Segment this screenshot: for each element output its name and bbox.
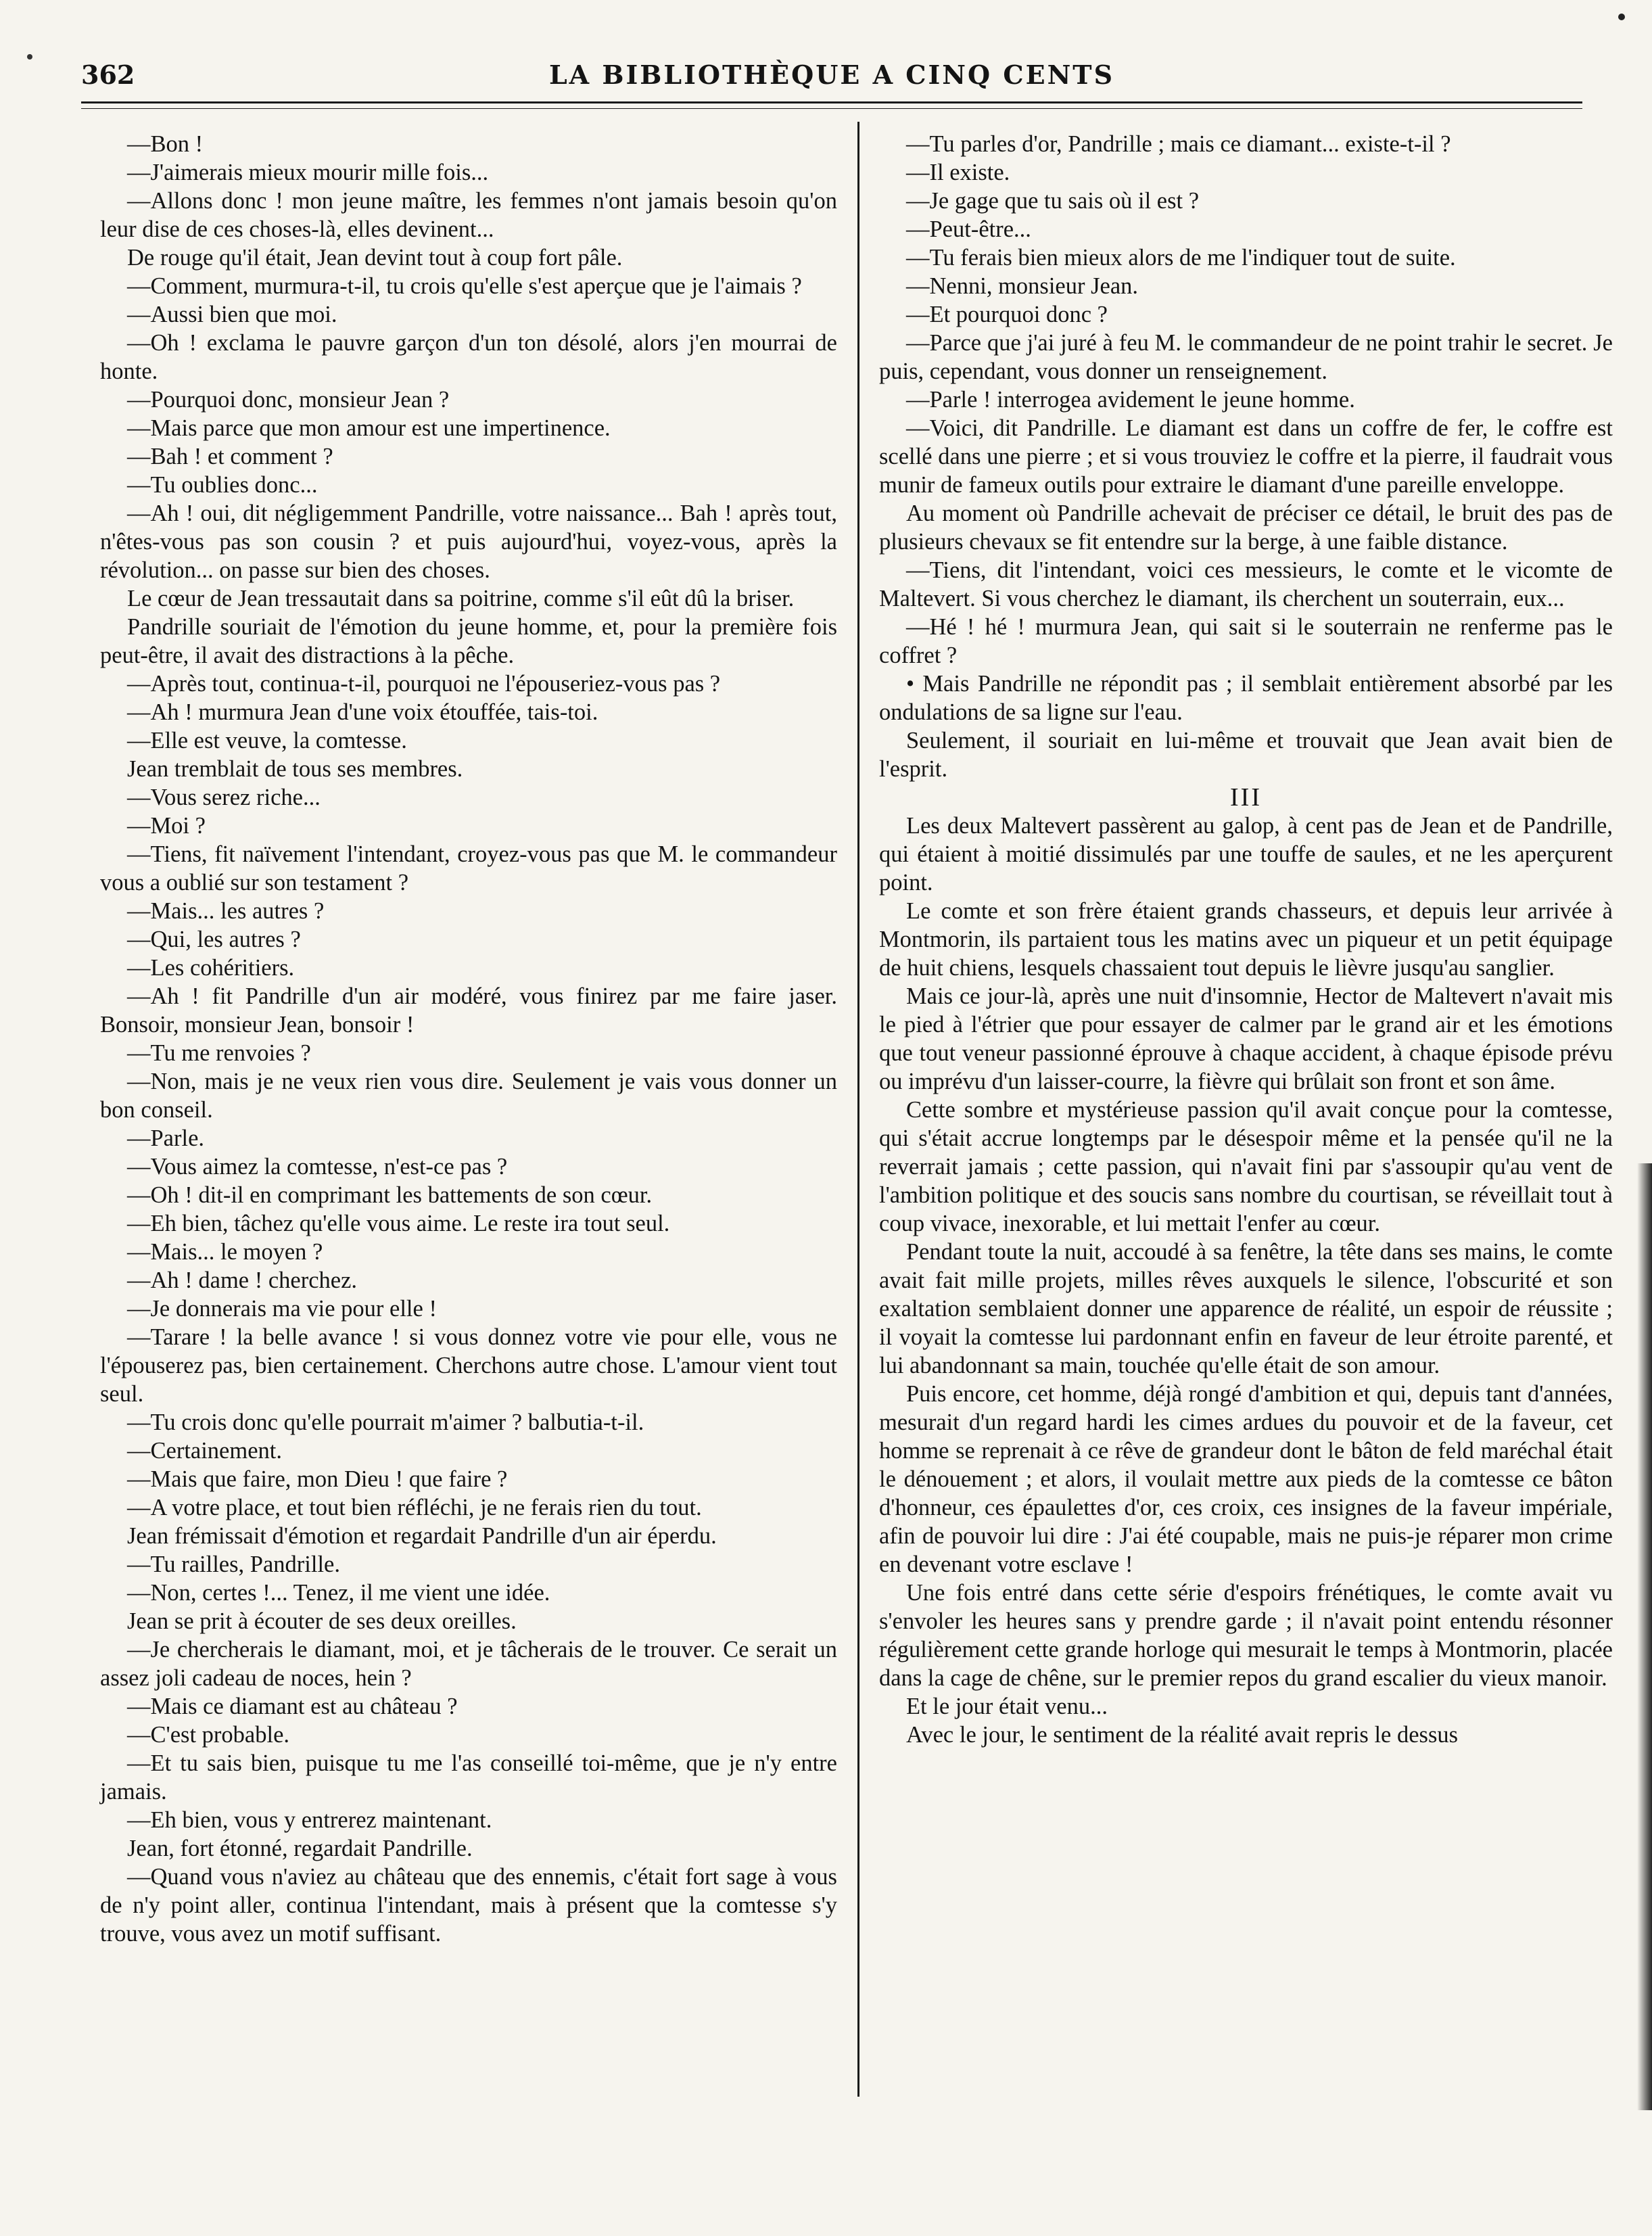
paragraph: —Quand vous n'aviez au château que des ennemis, c'était fort sage à vous de n'y point aller, continua l'intendant, mais à présent que la comtesse s'y trouve, vous avez un motif suffisant.	[100, 1864, 837, 1947]
section-heading: III	[1230, 783, 1262, 812]
scan-speck-mark	[1618, 14, 1625, 20]
paragraph: Le cœur de Jean tressautait dans sa poitrine, comme s'il eût dû la briser.	[127, 586, 795, 611]
paragraph: Seulement, il souriait en lui-même et trouvait que Jean avait bien de l'esprit.	[879, 728, 1613, 782]
paragraph: —Parce que j'ai juré à feu M. le commandeur de ne point trahir le secret. Je puis, cependant, vous donner un renseignement.	[879, 330, 1613, 384]
left-column	[100, 130, 837, 1948]
paragraph: —Ah ! murmura Jean d'une voix étouffée, tais-toi.	[127, 699, 598, 725]
paragraph: —Vous serez riche...	[127, 785, 321, 810]
paragraph: —Comment, murmura-t-il, tu crois qu'elle s'est aperçue que je l'aimais ?	[127, 273, 802, 299]
paragraph: —Bon !	[127, 131, 204, 157]
paragraph: —Mais que faire, mon Dieu ! que faire ?	[127, 1466, 508, 1492]
paragraph: —Je gage que tu sais où il est ?	[906, 188, 1200, 214]
paragraph: —Tu crois donc qu'elle pourrait m'aimer ? balbutia-t-il.	[127, 1410, 644, 1435]
paragraph: —C'est probable.	[127, 1722, 290, 1748]
paragraph: —Allons donc ! mon jeune maître, les femmes n'ont jamais besoin qu'on leur dise de ces choses-là, elles devinent...	[100, 188, 837, 242]
paragraph: —Et tu sais bien, puisque tu me l'as conseillé toi-même, que je n'y entre jamais.	[100, 1750, 837, 1804]
paragraph: —Ah ! fit Pandrille d'un air modéré, vous finirez par me faire jaser. Bonsoir, monsieur Jean, bonsoir !	[100, 983, 837, 1038]
paragraph: De rouge qu'il était, Jean devint tout à coup fort pâle.	[127, 245, 623, 271]
right-column-part-two	[879, 812, 1613, 1749]
paragraph: —Parle ! interrogea avidement le jeune homme.	[906, 387, 1355, 413]
paragraph: —Ah ! dame ! cherchez.	[127, 1267, 358, 1293]
paragraph: —Qui, les autres ?	[127, 927, 301, 952]
scan-shadow-edge	[1637, 1163, 1652, 2110]
column-divider	[857, 122, 859, 2097]
paragraph: —A votre place, et tout bien réfléchi, je ne ferais rien du tout.	[127, 1495, 702, 1520]
paragraph: —Eh bien, vous y entrerez maintenant.	[127, 1807, 492, 1833]
paragraph: —Après tout, continua-t-il, pourquoi ne l'épouseriez-vous pas ?	[127, 671, 721, 697]
paragraph: —Oh ! dit-il en comprimant les battements de son cœur.	[127, 1182, 653, 1208]
paragraph: Les deux Maltevert passèrent au galop, à cent pas de Jean et de Pandrille, qui étaient à moitié dissimulés par une touffe de saules, et ne les aperçurent point.	[879, 813, 1613, 895]
paragraph: —Eh bien, tâchez qu'elle vous aime. Le reste ira tout seul.	[127, 1211, 670, 1236]
paragraph: —Mais... le moyen ?	[127, 1239, 323, 1265]
paragraph: —Parle.	[127, 1125, 205, 1151]
scan-speck-mark	[27, 54, 32, 60]
paragraph: —Je donnerais ma vie pour elle !	[127, 1296, 437, 1322]
paragraph: —Peut-être...	[906, 216, 1031, 242]
right-column	[879, 130, 1613, 1749]
paragraph: —Tu ferais bien mieux alors de me l'indiquer tout de suite.	[906, 245, 1456, 271]
paragraph: —Bah ! et comment ?	[127, 444, 333, 469]
paragraph: Pandrille souriait de l'émotion du jeune homme, et, pour la première fois peut-être, il avait des distractions à la pêche.	[100, 614, 837, 668]
right-column-part-one	[879, 130, 1613, 783]
paragraph: —Non, certes !... Tenez, il me vient une idée.	[127, 1580, 550, 1606]
paragraph: —Oh ! exclama le pauvre garçon d'un ton désolé, alors j'en mourrai de honte.	[100, 330, 837, 384]
header-rule	[81, 101, 1582, 103]
paragraph: Au moment où Pandrille achevait de préciser ce détail, le bruit des pas de plusieurs chevaux se fit entendre sur la berge, à une faible distance.	[879, 500, 1613, 555]
paragraph: —Hé ! hé ! murmura Jean, qui sait si le souterrain ne renferme pas le coffret ?	[879, 614, 1613, 668]
paragraph: Cette sombre et mystérieuse passion qu'il avait conçue pour la comtesse, qui s'était accrue longtemps par le désespoir même et la pensée qu'il ne la reverrait jamais ; cette passion, qui n'avait fini par s'assoupir qu'au vent de l'ambition politique et des soucis sans nombre du courtisan, se réveillait tout à coup vivace, inexorable, et lui mettait l'enfer au cœur.	[879, 1097, 1613, 1236]
paragraph: —Aussi bien que moi.	[127, 302, 337, 327]
paragraph: Jean frémissait d'émotion et regardait Pandrille d'un air éperdu.	[127, 1523, 717, 1549]
paragraph: —Voici, dit Pandrille. Le diamant est dans un coffre de fer, le coffre est scellé dans une pierre ; et si vous trouviez le coffre et la pierre, il faudrait vous munir de fameux outils pour extraire le diamant d'une pareille enveloppe.	[879, 415, 1613, 498]
paragraph: —Tiens, fit naïvement l'intendant, croyez-vous pas que M. le commandeur vous a oublié sur son testament ?	[100, 841, 837, 895]
paragraph: —Et pourquoi donc ?	[906, 302, 1108, 327]
paragraph: Jean se prit à écouter de ses deux oreilles.	[127, 1608, 517, 1634]
paragraph: —Moi ?	[127, 813, 206, 839]
paragraph: —Elle est veuve, la comtesse.	[127, 728, 407, 753]
paragraph: —Je chercherais le diamant, moi, et je tâcherais de le trouver. Ce serait un assez joli cadeau de noces, hein ?	[100, 1637, 837, 1691]
paragraph: —Nenni, monsieur Jean.	[906, 273, 1139, 299]
paragraph: —Tu parles d'or, Pandrille ; mais ce diamant... existe-t-il ?	[906, 131, 1451, 157]
paragraph: Jean, fort étonné, regardait Pandrille.	[127, 1836, 473, 1861]
paragraph: —Tu me renvoies ?	[127, 1040, 311, 1066]
paragraph: —J'aimerais mieux mourir mille fois...	[127, 160, 489, 185]
paragraph: Le comte et son frère étaient grands chasseurs, et depuis leur arrivée à Montmorin, ils partaient tous les matins avec un piqueur et un petit équipage de huit chiens, lesquels chassaient tout depuis le lièvre jusqu'au sanglier.	[879, 898, 1613, 981]
paragraph: —Tu oublies donc...	[127, 472, 318, 498]
paragraph: —Mais parce que mon amour est une impertinence.	[127, 415, 611, 441]
paragraph: —Non, mais je ne veux rien vous dire. Seulement je vais vous donner un bon conseil.	[100, 1069, 837, 1123]
paragraph: Pendant toute la nuit, accoudé à sa fenêtre, la tête dans ses mains, le comte avait fait mille projets, milles rêves auxquels le silence, l'obscurité et son exaltation semblaient donner une apparence de réalité, un espoir de réussite ; il voyait la comtesse lui pardonnant enfin en faveur de leur étroite parenté, et lui abandonnant sa main, touchée qu'elle était de son amour.	[879, 1239, 1613, 1378]
paragraph: —Vous aimez la comtesse, n'est-ce pas ?	[127, 1154, 508, 1180]
running-title: LA BIBLIOTHÈQUE A CINQ CENTS	[548, 60, 1115, 90]
paragraph: Mais ce jour-là, après une nuit d'insomnie, Hector de Maltevert n'avait mis le pied à l'étrier que pour essayer de calmer par le grand air et les émotions que tout veneur passionné éprouve à chaque accident, à chaque épisode prévu ou imprévu d'un laisser-courre, la fièvre qui brûlait son front et son âme.	[879, 983, 1613, 1094]
paragraph: —Il existe.	[906, 160, 1010, 185]
paragraph: —Les cohéritiers.	[127, 955, 295, 981]
paragraph: Et le jour était venu...	[906, 1694, 1108, 1719]
paragraph: —Tiens, dit l'intendant, voici ces messieurs, le comte et le vicomte de Maltevert. Si vous cherchez le diamant, ils cherchent un souterrain, eux...	[879, 557, 1613, 611]
paragraph: —Tu railles, Pandrille.	[127, 1552, 340, 1577]
paragraph: Une fois entré dans cette série d'espoirs frénétiques, le comte avait vu s'envoler les heures sans y prendre garde ; il n'avait point entendu résonner régulièrement cette grande horloge qui mesurait le temps à Montmorin, placée dans la cage de chêne, sur le premier repos du grand escalier du vieux manoir.	[879, 1580, 1613, 1691]
paragraph: Avec le jour, le sentiment de la réalité avait repris le dessus	[906, 1722, 1459, 1748]
paragraph: —Mais... les autres ?	[127, 898, 325, 924]
page-number: 362	[81, 60, 135, 90]
paragraph: —Certainement.	[127, 1438, 282, 1464]
paragraph: —Tarare ! la belle avance ! si vous donnez votre vie pour elle, vous ne l'épouserez pas, bien certainement. Cherchons autre chose. L'amour vient tout seul.	[100, 1324, 837, 1407]
paragraph: —Pourquoi donc, monsieur Jean ?	[127, 387, 450, 413]
page-header	[81, 60, 1582, 100]
paragraph: Jean tremblait de tous ses membres.	[127, 756, 463, 782]
paragraph: • Mais Pandrille ne répondit pas ; il semblait entièrement absorbé par les ondulations de sa ligne sur l'eau.	[879, 671, 1613, 725]
paragraph: —Mais ce diamant est au château ?	[127, 1694, 458, 1719]
header-rule-thin	[81, 108, 1582, 109]
paragraph: —Ah ! oui, dit négligemment Pandrille, votre naissance... Bah ! après tout, n'êtes-vous pas son cousin ? et puis aujourd'hui, voyez-vous, après la révolution... on passe sur bien des choses.	[100, 500, 837, 583]
paragraph: Puis encore, cet homme, déjà rongé d'ambition et qui, depuis tant d'années, mesurait d'un regard hardi les cimes ardues du pouvoir et de la faveur, cet homme se reprenait à ce rêve de grandeur dont le bâton de feld maréchal était le dénouement ; et alors, il voulait mettre aux pieds de la comtesse ce bâton d'honneur, ces épaulettes d'or, ces croix, ces insignes de la faveur impériale, afin de pouvoir lui dire : J'ai été coupable, mais ne puis-je réparer mon crime en devenant votre esclave !	[879, 1381, 1613, 1577]
